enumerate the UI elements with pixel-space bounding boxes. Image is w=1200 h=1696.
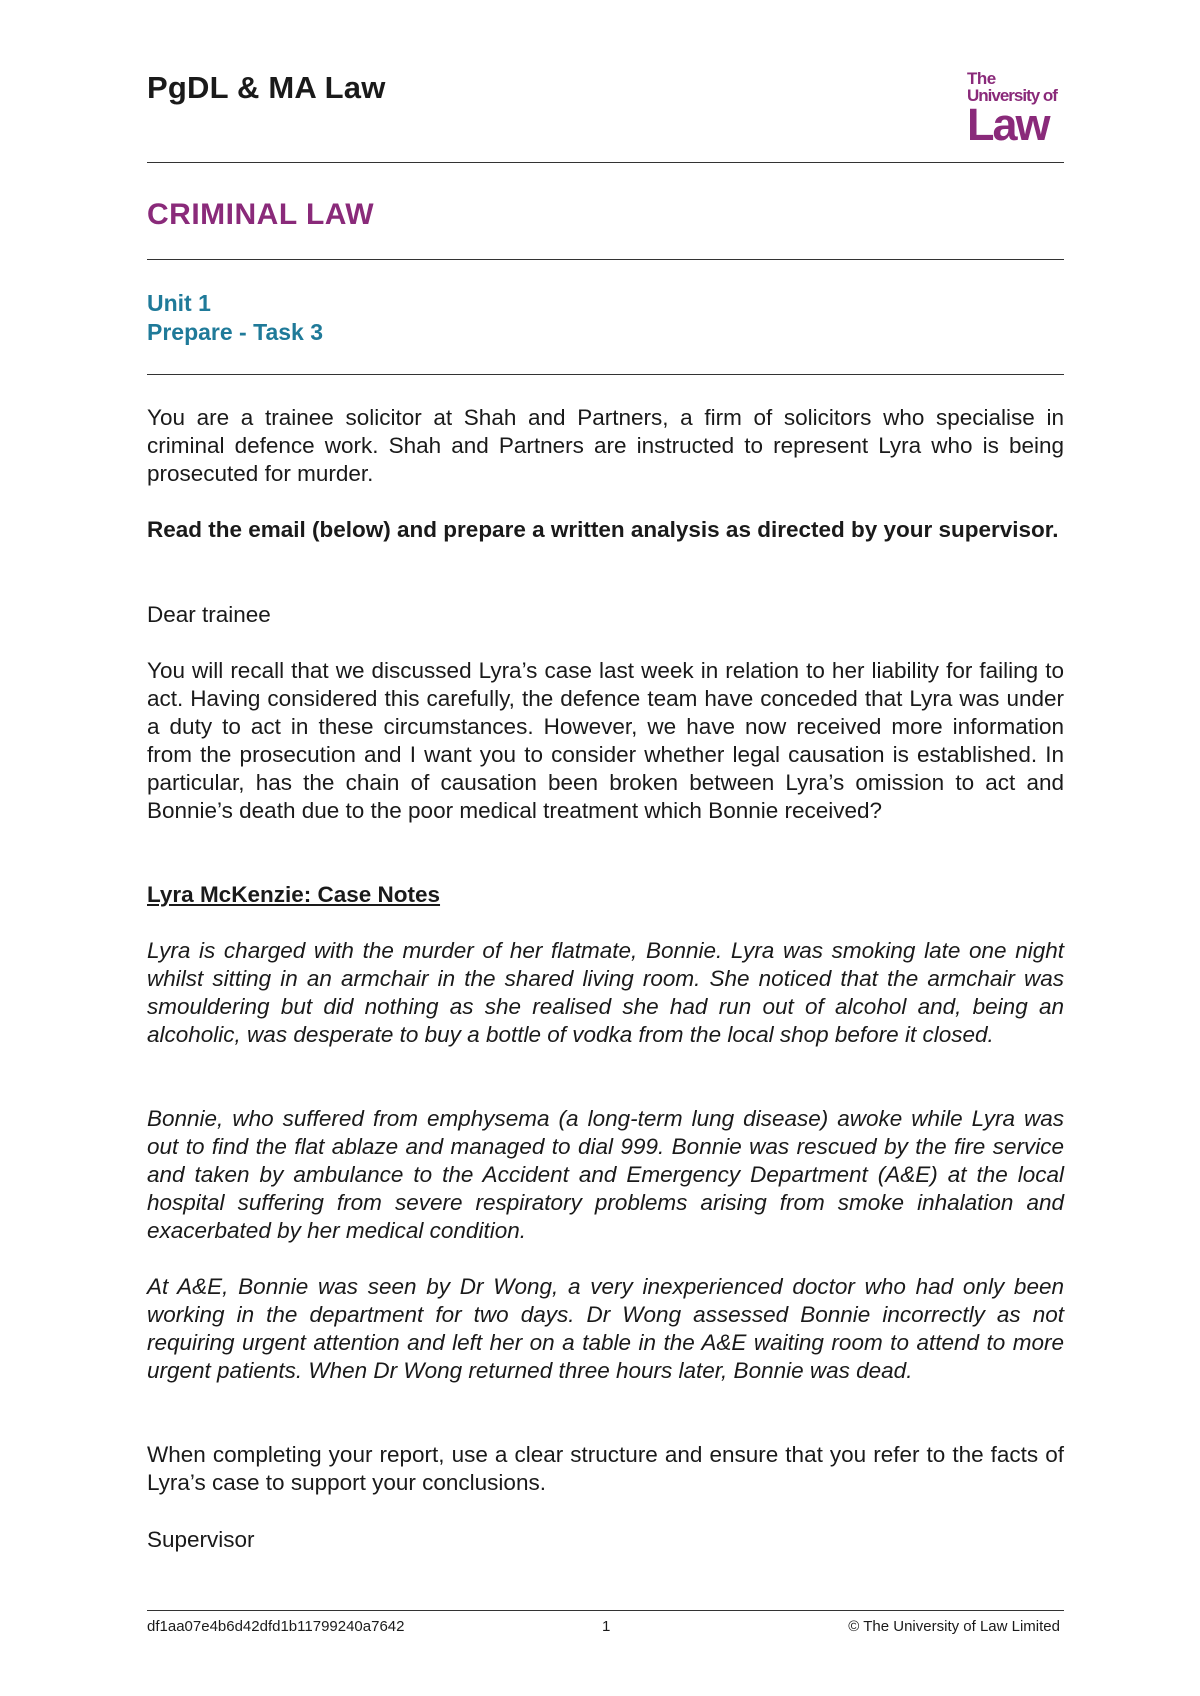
email-greeting: Dear trainee: [147, 602, 271, 627]
email-signoff: Supervisor: [147, 1527, 255, 1552]
logo-line-university: University of: [967, 86, 1057, 105]
case-notes-heading: Lyra McKenzie: Case Notes: [147, 882, 441, 907]
logo-line-law: Law: [967, 99, 1049, 150]
document-id: df1aa07e4b6d42dfd1b11799240a7642: [147, 1618, 405, 1635]
task-label: Prepare - Task 3: [147, 319, 324, 345]
case-notes-paragraph: Lyra is charged with the murder of her flatmate, Bonnie. Lyra was smoking late one night whilst sitting in an armchair in the shared living room. She noticed that the armchair was smouldering but did nothing as she realised she had run out of alcohol and, being an alcoholic, was desperate to buy a bottle of vodka from the local shop before it closed.: [147, 938, 1064, 1047]
unit-heading: [147, 289, 323, 347]
logo-line-the: The: [967, 69, 996, 88]
email-paragraph: You will recall that we discussed Lyra’s case last week in relation to her liability for failing to act. Having considered this carefully, the defence team have conceded that Lyra was under a duty to act in these circumstances. However, we have now received more information from the prosecution and I want you to consider whether legal causation is established. In particular, has the chain of causation been broken between Lyra’s omission to act and Bonnie’s death due to the poor medical treatment which Bonnie received?: [147, 658, 1064, 823]
case-notes-paragraph: At A&E, Bonnie was seen by Dr Wong, a very inexperienced doctor who had only been working in the department for two days. Dr Wong assessed Bonnie incorrectly as not requiring urgent attention and left her on a table in the A&E waiting room to attend to more urgent patients. When Dr Wong returned three hours later, Bonnie was dead.: [147, 1274, 1064, 1383]
university-logo: [967, 69, 1067, 150]
course-title: PgDL & MA Law: [147, 70, 386, 105]
module-title: CRIMINAL LAW: [147, 198, 375, 231]
case-notes-paragraph: Bonnie, who suffered from emphysema (a long-term lung disease) awoke while Lyra was out to find the flat ablaze and managed to dial 999. Bonnie was rescued by the fire service and taken by ambulance to the Accident and Emergency Department (A&E) at the local hospital suffering from severe respiratory problems arising from smoke inhalation and exacerbated by her medical condition.: [147, 1106, 1064, 1243]
footer-divider: [147, 1610, 1064, 1611]
header-divider: [147, 162, 1064, 163]
title-divider: [147, 259, 1064, 260]
instruction-paragraph: Read the email (below) and prepare a written analysis as directed by your supervisor.: [147, 517, 1059, 542]
page-number: 1: [602, 1618, 611, 1635]
intro-paragraph: You are a trainee solicitor at Shah and Partners, a firm of solicitors who specialise in criminal defence work. Shah and Partners are instructed to represent Lyra who is being prosecuted for murder.: [147, 405, 1064, 486]
document-page: [147, 0, 1064, 1696]
unit-divider: [147, 374, 1064, 375]
unit-label: Unit 1: [147, 290, 211, 316]
closing-instruction: When completing your report, use a clear structure and ensure that you refer to the facts of Lyra’s case to support your conclusions.: [147, 1442, 1064, 1495]
copyright-notice: © The University of Law Limited: [848, 1618, 1060, 1635]
